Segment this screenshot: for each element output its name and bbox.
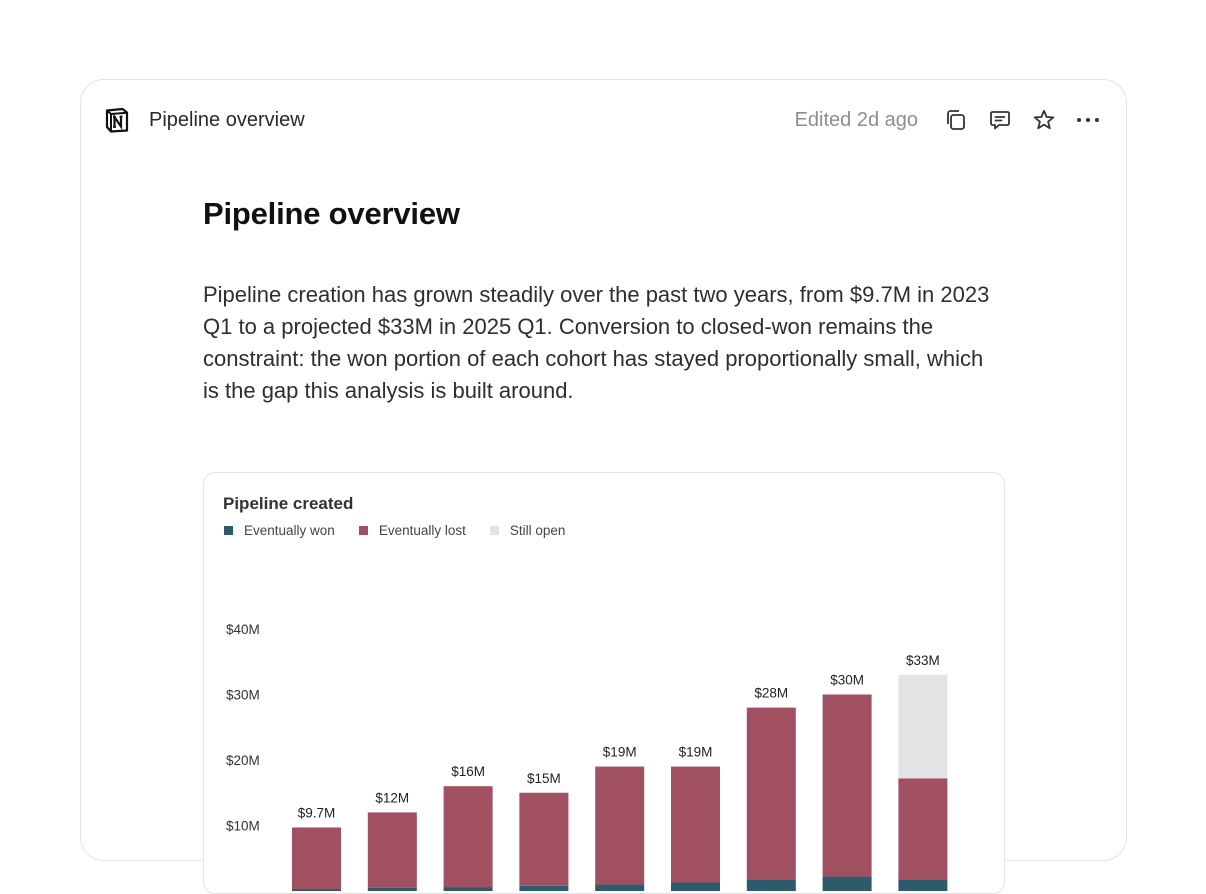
y-tick-label: $20M bbox=[226, 753, 260, 768]
legend-item-open bbox=[490, 523, 566, 538]
edited-timestamp: Edited 2d ago bbox=[794, 109, 918, 131]
legend-label-won: Eventually won bbox=[244, 523, 335, 538]
bar-segment-lost[interactable] bbox=[444, 786, 493, 887]
legend-label-open: Still open bbox=[509, 523, 566, 538]
bar-segment-lost[interactable] bbox=[595, 767, 644, 885]
bar-segment-won[interactable] bbox=[898, 879, 947, 891]
bar-segment-won[interactable] bbox=[444, 887, 493, 891]
bar-segment-won[interactable] bbox=[368, 888, 417, 891]
bar-total-label: $19M bbox=[678, 744, 713, 760]
bar-segment-lost[interactable] bbox=[823, 695, 872, 877]
comment-icon[interactable] bbox=[987, 107, 1013, 133]
y-tick-label: $30M bbox=[226, 687, 260, 703]
bar-segment-lost[interactable] bbox=[292, 827, 341, 889]
chart-legend bbox=[224, 523, 565, 538]
bar-segment-lost[interactable] bbox=[519, 793, 568, 886]
bar-total-label: $9.7M bbox=[297, 805, 336, 821]
page-content bbox=[203, 196, 1003, 407]
bar-segment-won[interactable] bbox=[747, 879, 796, 891]
page-title: Pipeline overview bbox=[203, 196, 460, 231]
top-bar bbox=[81, 80, 1126, 162]
bar-total-label: $16M bbox=[451, 764, 485, 780]
bar-segment-won[interactable] bbox=[519, 886, 568, 891]
bar-total-label: $15M bbox=[527, 770, 561, 786]
notion-logo-icon[interactable] bbox=[103, 106, 131, 134]
y-tick-label: $10M bbox=[226, 818, 260, 834]
bar-segment-lost[interactable] bbox=[898, 778, 947, 879]
legend-swatch-won bbox=[224, 526, 233, 535]
legend-swatch-lost bbox=[359, 526, 368, 535]
bar-total-label: $12M bbox=[375, 790, 410, 806]
legend-item-won bbox=[224, 523, 335, 538]
chart-card bbox=[203, 472, 1005, 894]
bar-segment-lost[interactable] bbox=[747, 708, 796, 880]
legend-label-lost: Eventually lost bbox=[378, 523, 466, 538]
more-icon[interactable] bbox=[1075, 107, 1101, 133]
bar-total-label: $30M bbox=[830, 672, 864, 688]
page-name[interactable]: Pipeline overview bbox=[149, 109, 305, 131]
bar-total-label: $28M bbox=[754, 685, 789, 701]
bar-total-label: $19M bbox=[602, 744, 637, 760]
y-tick-label: $40M bbox=[226, 622, 260, 637]
legend-swatch-open bbox=[490, 526, 499, 535]
bar-segment-won[interactable] bbox=[292, 889, 341, 891]
bar-segment-open[interactable] bbox=[898, 675, 947, 778]
bar-total-label: $33M bbox=[906, 652, 940, 668]
legend-item-lost bbox=[359, 523, 466, 538]
bar-segment-won[interactable] bbox=[595, 884, 644, 891]
bar-segment-lost[interactable] bbox=[671, 767, 720, 883]
page-window bbox=[80, 79, 1127, 861]
bar-segment-won[interactable] bbox=[671, 882, 720, 891]
star-icon[interactable] bbox=[1031, 107, 1057, 133]
summary-paragraph: Pipeline creation has grown steadily over the past two years, from $9.7M in 2023 Q1 to a projected $33M in 2025 Q1. Conversion to closed-won remains the constraint: the won portion of each cohort has stayed proportionally small, which is the gap this analysis is built around. bbox=[203, 282, 990, 403]
chart-title: Pipeline created bbox=[223, 494, 354, 513]
bar-segment-won[interactable] bbox=[823, 877, 872, 891]
duplicate-icon[interactable] bbox=[943, 107, 969, 133]
